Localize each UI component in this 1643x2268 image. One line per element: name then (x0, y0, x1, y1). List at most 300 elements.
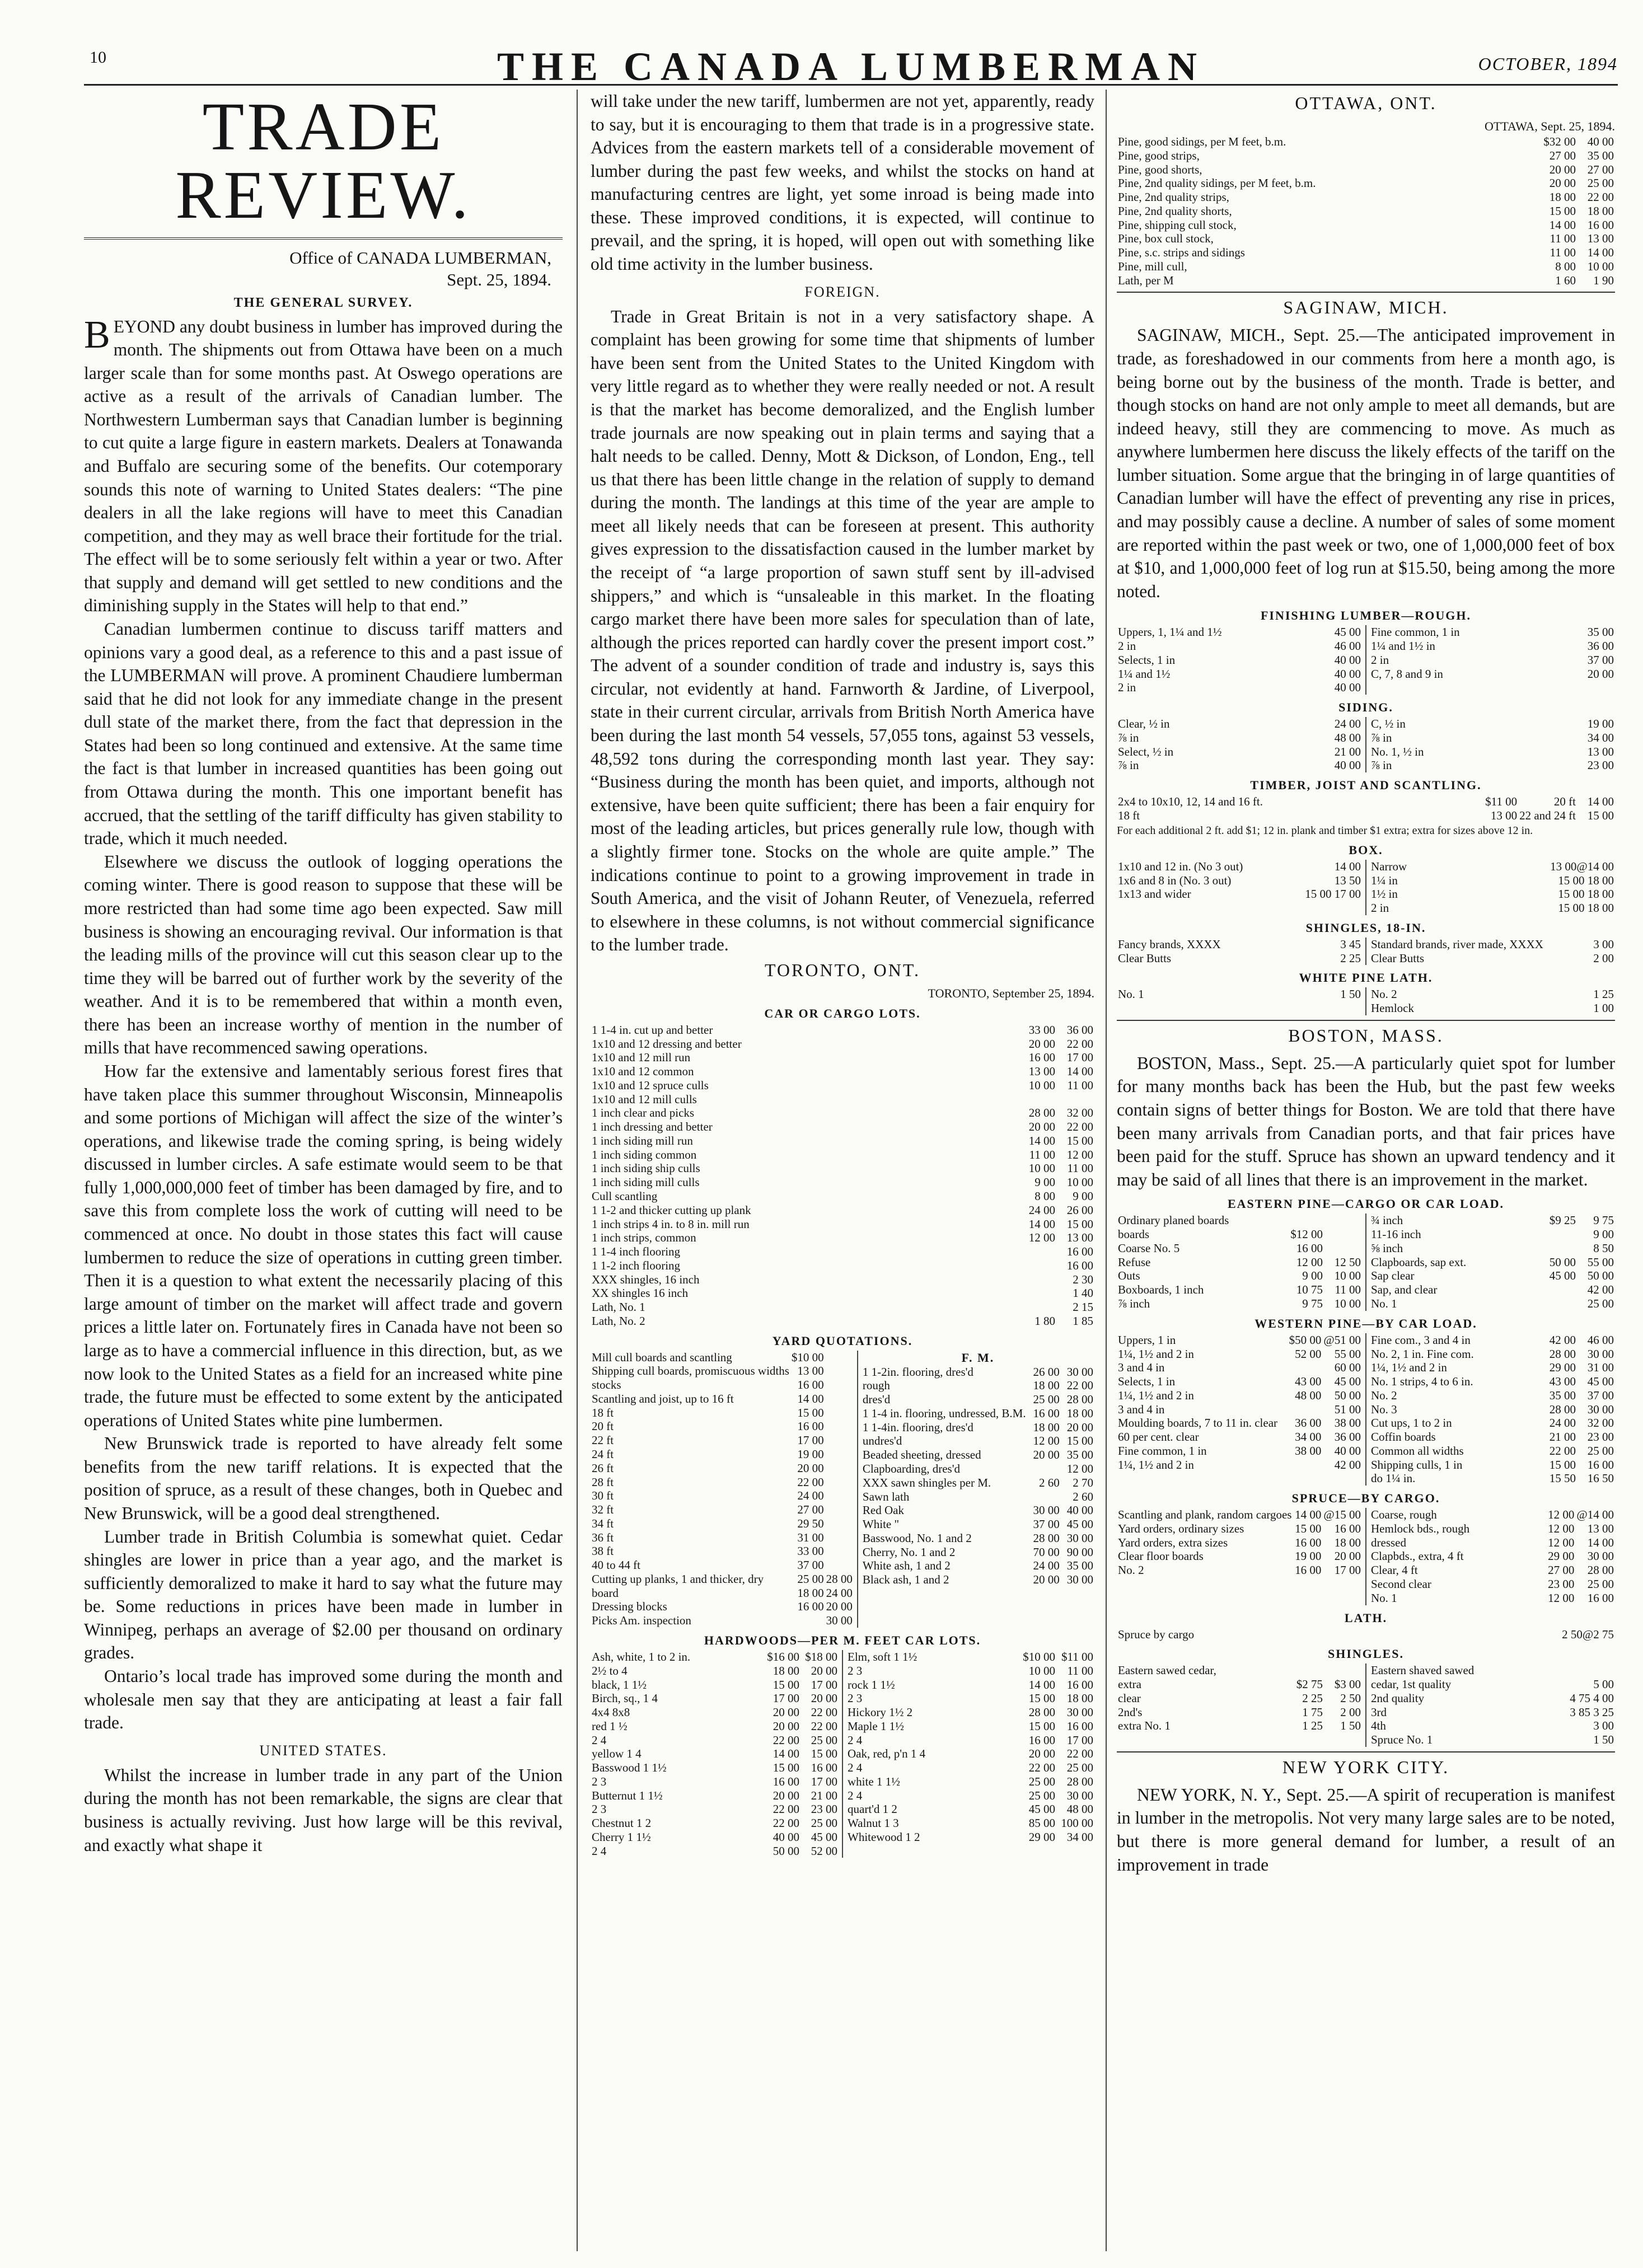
item-label: Clear Butts (1118, 951, 1172, 965)
price-cell: 15 00 17 00 (1305, 887, 1361, 901)
price-cell: 16 00 (1028, 1051, 1055, 1065)
saginaw-title: SAGINAW, MICH. (1283, 297, 1449, 318)
siding (1117, 717, 1615, 772)
price-cell (1539, 1283, 1577, 1297)
paragraph: Lumber trade in British Columbia is somewhat quiet. Cedar shingles are lower in price than a year ago, and the market is sufficiently demoralized to make it hard to say what the future may be. Some reductions in prices have been made in lumber in Winnipeg, perhaps an average of $2.00 per thousand on ordinary grades. (84, 1526, 563, 1663)
price-cell: 55 00 (1587, 1255, 1614, 1269)
item-label: Scantling and joist, up to 16 ft (592, 1391, 734, 1405)
item-label: C, 7, 8 and 9 in (1371, 667, 1443, 681)
price-cell: 13 00 (1490, 809, 1518, 823)
price-cell: 14 00 (1549, 218, 1576, 232)
price-cell: $12 00 (1290, 1227, 1323, 1241)
price-cell: 24 00 (1028, 1203, 1055, 1217)
table-row (1117, 625, 1362, 639)
item-label: dressed (1371, 1535, 1406, 1549)
table-row (591, 1106, 1094, 1120)
price-cell: 20 00 (826, 1600, 853, 1614)
table-row (846, 1747, 1094, 1761)
price-cell: 15 00 (1295, 1521, 1322, 1535)
item-label: Beaded sheeting, dressed (862, 1448, 981, 1462)
price-cell: 36 00 (1066, 1023, 1093, 1037)
lath-left-table (1117, 987, 1362, 1001)
item-label: Eastern shaved sawed (1371, 1663, 1475, 1677)
table-row (1370, 1403, 1615, 1417)
price-cell: 50 00 (773, 1844, 799, 1858)
item-label: Shipping cull boards, promiscuous widths (592, 1364, 789, 1378)
price-cell: 30 00 (1066, 1705, 1093, 1719)
item-label: XXX sawn shingles per M. (862, 1475, 991, 1489)
table-row (591, 1189, 1094, 1203)
item-label: Fine common, 1 in (1118, 1444, 1207, 1458)
item-label: 1x10 and 12 dressing and better (592, 1037, 742, 1051)
item-label: 1 1-4 inch flooring (592, 1245, 681, 1259)
table-row (591, 1844, 839, 1858)
item-label: 2x4 to 10x10, 12, 14 and 16 ft. (1118, 795, 1263, 809)
price-cell (825, 1489, 854, 1503)
item-label: Pine, mill cull, (1118, 259, 1187, 273)
price-cell (825, 1461, 854, 1475)
item-label: 18 ft (1118, 809, 1140, 823)
price-cell: 25 00 (811, 1816, 837, 1830)
price-cell: 2 25 (1340, 951, 1361, 965)
price-cell: 27 00 (1587, 162, 1614, 176)
price-cell (825, 1517, 854, 1531)
table-row (1117, 246, 1615, 260)
price-cell: 45 00 (1334, 625, 1361, 639)
table-row (591, 1273, 1094, 1287)
table-row (1370, 1549, 1615, 1563)
price-cell: 48 00 (1295, 1388, 1322, 1402)
item-label: 2½ to 4 (592, 1663, 628, 1677)
price-cell: 20 00 (1028, 1037, 1055, 1051)
table-row (862, 1545, 1094, 1559)
item-label: Clear Butts (1371, 951, 1425, 965)
item-label: 34 ft (592, 1516, 614, 1530)
item-label: ⅞ in (1371, 730, 1392, 744)
price-cell: 11 00 (1029, 1147, 1055, 1161)
price-cell: 11 00 (1067, 1663, 1093, 1677)
table-row (591, 1733, 839, 1747)
paragraph: Ontario’s local trade has improved some during the month and wholesale men say that they are anticipating at least a fair fall trade. (84, 1666, 563, 1733)
item-label: yellow 1 4 (592, 1747, 642, 1761)
item-label: 11-16 inch (1371, 1227, 1421, 1241)
box-heading: BOX. (1349, 842, 1383, 857)
price-cell: 30 00 (1066, 1788, 1093, 1802)
price-cell: 30 00 (1587, 1549, 1614, 1563)
price-cell: 9 00 (1035, 1175, 1055, 1189)
price-cell: 14 00 (1587, 246, 1614, 260)
item-label: Pine, 2nd quality strips, (1118, 190, 1229, 204)
table-row (591, 1093, 1094, 1107)
eastern-right-table (1370, 1213, 1615, 1310)
item-label: 1x10 and 12 mill culls (592, 1092, 697, 1106)
price-cell: 43 00 (1549, 1375, 1576, 1389)
general-survey-heading: THE GENERAL SURVEY. (233, 295, 413, 310)
table-row (591, 1433, 854, 1447)
price-cell: 51 00 (1334, 1402, 1361, 1416)
table-row (1117, 795, 1615, 809)
price-cell: 16 00 (1295, 1535, 1322, 1549)
shingles2-right-table (1370, 1663, 1615, 1747)
price-cell: 13 00 (1587, 1521, 1614, 1535)
price-cell: 8 50 (1593, 1241, 1614, 1255)
price-cell (825, 1475, 854, 1489)
item-label: Pine, shipping cull stock, (1118, 218, 1237, 232)
price-cell: $3 00 (1334, 1677, 1361, 1691)
table-row (591, 1461, 854, 1475)
price-cell (825, 1351, 854, 1365)
price-cell: 2 70 (1073, 1475, 1093, 1489)
price-cell (825, 1447, 854, 1461)
price-cell: @14 00 (1576, 1508, 1614, 1522)
price-cell: 50 00 (1587, 1269, 1614, 1283)
item-label: 24 ft (592, 1447, 614, 1461)
price-cell: 20 00 (1028, 1120, 1055, 1134)
price-cell: 14 00 (1295, 1508, 1322, 1522)
table-row (1117, 681, 1362, 695)
box (1117, 860, 1615, 915)
item-label: Clapbds., extra, 4 ft (1371, 1549, 1464, 1563)
price-cell: 28 00 (1033, 1531, 1060, 1545)
table-row (1370, 1677, 1615, 1691)
table-row (1370, 667, 1615, 681)
item-label: black, 1 1½ (592, 1677, 647, 1691)
price-cell (1027, 1462, 1061, 1476)
table-row (1117, 874, 1362, 888)
table-row (1117, 176, 1615, 190)
paragraph: BEYOND any doubt business in lumber has improved during the month. The shipments out from Ottawa have been on a much larger scale than for some months past. At Oswego operations are active as a result of the arrivals of Canadian lumber. The Northwestern Lumberman says that Canadian lumber is beginning to cut quite a large figure in eastern markets. Dealers at Tonawanda and Buffalo are securing some of the benefits. Our cotemporary sounds this note of warning to United States dealers: “The pine dealers in all the lake regions will have to meet this Canadian competition, and they may as well brace their fortitude for the trial. The effect will be to some seriously felt within a year or two. After that supply and demand will get settled to new conditions and the diminishing supply in the States will help to that end.” (84, 313, 563, 616)
table-row (1117, 1719, 1362, 1733)
price-cell: 28 00 (1066, 1774, 1093, 1788)
table-row (591, 1558, 854, 1572)
price-cell: 17 00 (811, 1774, 837, 1788)
price-cell: 24 00 (1549, 1416, 1576, 1430)
item-label: 1¼, 1½ and 2 in (1118, 1388, 1194, 1402)
price-cell (1018, 1093, 1056, 1107)
item-label: Clear, 4 ft (1371, 1563, 1418, 1577)
price-cell: 24 00 (1033, 1559, 1060, 1573)
table-row (1117, 1283, 1362, 1297)
item-label: Coarse No. 5 (1118, 1241, 1180, 1255)
price-cell: 14 00 (1587, 1535, 1614, 1549)
price-cell (825, 1503, 854, 1517)
item-label: Fancy brands, XXXX (1118, 937, 1221, 951)
white-pine-lath-heading: WHITE PINE LATH. (1299, 971, 1433, 985)
table-row (846, 1761, 1094, 1775)
yard-quotations (591, 1351, 1094, 1628)
price-cell: 3 00 (1593, 1719, 1614, 1733)
item-label: board (592, 1586, 619, 1600)
price-cell: 17 00 (1334, 1563, 1361, 1577)
price-cell: 15 00 (773, 1677, 799, 1691)
table-row (1370, 1255, 1615, 1269)
table-row (1117, 1255, 1362, 1269)
item-label: 4th (1371, 1719, 1386, 1733)
item-label: 1 1-2 and thicker cutting up plank (592, 1203, 751, 1217)
price-cell: 18 00 (1066, 1406, 1093, 1420)
table-row (846, 1705, 1094, 1719)
table-row (862, 1531, 1094, 1545)
price-cell: 14 00 (1587, 795, 1614, 809)
table-row (591, 1203, 1094, 1217)
price-cell: 40 00 (1334, 667, 1361, 681)
item-label: 2 4 (848, 1761, 863, 1775)
table-row (862, 1490, 1094, 1504)
price-cell: 100 00 (1061, 1816, 1093, 1830)
item-label: Shipping culls, 1 in (1371, 1458, 1463, 1472)
table-row (591, 1705, 839, 1719)
table-row (591, 1314, 1094, 1328)
price-cell: 22 00 (1066, 1379, 1093, 1393)
price-cell: 9 00 (1073, 1189, 1093, 1203)
price-cell: 2 30 (1073, 1272, 1093, 1286)
table-row (591, 1489, 854, 1503)
ottawa-date: OTTAWA, Sept. 25, 1894. (1485, 119, 1615, 133)
price-cell: 16 00 (773, 1774, 799, 1788)
finishing-right-table (1370, 625, 1615, 681)
price-cell: 18 00 (1334, 1535, 1361, 1549)
price-cell: 32 00 (1066, 1106, 1093, 1120)
item-label: Pine, 2nd quality shorts, (1118, 204, 1232, 218)
hardwoods-left-table (591, 1650, 839, 1858)
item-label: Clapboarding, dres'd (862, 1462, 961, 1476)
yard-left-table (591, 1351, 854, 1628)
table-row (1370, 717, 1615, 731)
item-label: No. 2 (1118, 1563, 1144, 1577)
price-cell: 36 00 (1295, 1416, 1322, 1430)
price-cell: $10 00 (791, 1350, 824, 1364)
price-cell: 14 00 (1028, 1217, 1055, 1231)
price-cell: 30 00 (1587, 1347, 1614, 1361)
item-label: Black ash, 1 and 2 (862, 1573, 949, 1587)
table-row (846, 1789, 1094, 1803)
table-row (1117, 1213, 1362, 1227)
car-lots-table (591, 1023, 1094, 1328)
price-cell: 52 00 (811, 1844, 837, 1858)
car-lots-heading: CAR OR CARGO LOTS. (764, 1006, 921, 1020)
table-row (862, 1503, 1094, 1517)
price-cell: 25 00 (1033, 1393, 1060, 1407)
price-cell: 12 00 (1548, 1535, 1575, 1549)
price-cell: 1 85 (1073, 1314, 1093, 1328)
price-cell: 50 00 (1334, 1388, 1361, 1402)
price-cell: 10 00 (1028, 1078, 1055, 1092)
table-row (591, 1037, 1094, 1051)
office-line-2: Sept. 25, 1894. (447, 269, 551, 289)
price-cell: 25 00 (797, 1572, 824, 1586)
item-label: Sap, and clear (1371, 1283, 1438, 1297)
item-label: 22 ft (592, 1433, 614, 1447)
table-row (1370, 745, 1615, 759)
price-cell: 30 00 (1066, 1365, 1093, 1379)
table-row (591, 1572, 854, 1586)
price-cell: $11 00 (1061, 1650, 1093, 1663)
shingles-2-heading: SHINGLES. (1328, 1647, 1404, 1661)
price-cell: 27 00 (1548, 1563, 1575, 1577)
eastern-pine-heading: EASTERN PINE—CARGO OR CAR LOAD. (1227, 1197, 1505, 1211)
item-label: Select, ½ in (1118, 744, 1174, 758)
shingles-heading: SHINGLES, 18-IN. (1305, 920, 1426, 935)
table-row (591, 1351, 854, 1365)
price-cell: 3 85 3 25 (1570, 1705, 1614, 1719)
item-label: 1 1-4 in. cut up and better (592, 1023, 713, 1037)
item-label: undres'd (862, 1434, 902, 1448)
table-row (1117, 218, 1615, 232)
western-pine (1117, 1333, 1615, 1486)
table-row (846, 1664, 1094, 1678)
item-label: 2 in (1371, 901, 1389, 915)
item-label: 2 4 (592, 1844, 607, 1858)
table-row (862, 1448, 1094, 1462)
price-cell (1027, 1490, 1061, 1504)
price-cell: 3 45 (1340, 937, 1361, 951)
table-row (1117, 260, 1615, 274)
price-cell: 28 00 (826, 1572, 853, 1586)
table-row (591, 1447, 854, 1461)
item-label: Pine, good shorts, (1118, 162, 1202, 176)
table-row (591, 1719, 839, 1733)
table-row (1117, 1416, 1362, 1430)
price-cell: 10 00 (1334, 1269, 1361, 1283)
price-cell: 16 00 (1296, 1241, 1323, 1255)
item-label: Boxboards, 1 inch (1118, 1283, 1204, 1297)
item-label: 1 inch siding mill culls (592, 1175, 700, 1189)
table-row (1117, 1663, 1362, 1677)
item-label: No. 1 (1371, 1591, 1397, 1605)
price-cell: 20 00 (773, 1719, 799, 1733)
price-cell: 11 00 (1335, 1283, 1361, 1297)
price-cell: 18 00 (1033, 1379, 1060, 1393)
price-cell: 17 00 (797, 1433, 824, 1447)
item-label: Clear floor boards (1118, 1549, 1204, 1563)
price-cell: 1 90 (1593, 273, 1614, 287)
table-row (1370, 1508, 1615, 1522)
item-label: Pine, box cull stock, (1118, 232, 1214, 246)
item-label: 3 and 4 in (1118, 1402, 1165, 1416)
item-label: ⅞ in (1371, 758, 1392, 772)
price-cell: 15 00 18 00 (1558, 887, 1614, 901)
item-label: 1¼, 1½ and 2 in (1118, 1347, 1194, 1361)
price-cell: 9 75 (1302, 1296, 1323, 1310)
table-row (591, 1364, 854, 1378)
shingles-left-table (1117, 938, 1362, 966)
price-cell: 15 00 (1066, 1133, 1093, 1147)
item-label: 1¼ and 1½ (1118, 667, 1171, 681)
item-label: 3rd (1371, 1705, 1387, 1719)
price-cell: 14 00 (797, 1391, 824, 1405)
price-cell: 19 00 (797, 1447, 824, 1461)
paragraph: Elsewhere we discuss the outlook of logging operations the coming winter. There is good reason to suppose that these will be more restricted than had some time ago been expected. Saw mill business is showing an encouraging revival. Our information is that the leading mills of the province will cut this season clear up to the time they will be barred out of further work by the severity of the weather. And it is to be remembered that within a month even, there has been an increase worthy of mention in the number of mills that have recommenced sawing operations. (84, 851, 563, 1058)
item-label: 3 and 4 in (1118, 1361, 1165, 1375)
item-label: Scantling and plank, random cargoes (1118, 1508, 1292, 1522)
price-cell: 17 00 (1066, 1733, 1093, 1747)
table-row (591, 1789, 839, 1803)
price-cell: 13 00 (1066, 1231, 1093, 1245)
item-label: 1 inch siding mill run (592, 1133, 693, 1147)
yard-right-table (862, 1365, 1094, 1587)
table-row (1117, 1508, 1362, 1522)
price-cell: 18 00 (1033, 1420, 1060, 1434)
shingles-right-table (1370, 938, 1615, 966)
price-cell: 30 00 (1033, 1503, 1060, 1517)
table-row (591, 1051, 1094, 1065)
table-row (591, 1161, 1094, 1175)
table-row (1117, 1563, 1362, 1577)
table-row (591, 1120, 1094, 1134)
finishing-lumber (1117, 625, 1615, 695)
item-label: Chestnut 1 2 (592, 1816, 652, 1830)
table-row (862, 1393, 1094, 1407)
price-cell: 12 50 (1334, 1255, 1361, 1269)
item-label: 1 inch clear and picks (592, 1106, 695, 1120)
item-label: 1x10 and 12 mill run (592, 1051, 691, 1065)
price-cell: @15 00 (1323, 1508, 1361, 1522)
paragraph: SAGINAW, MICH., Sept. 25.—The anticipated improvement in trade, as foreshadowed in our comments from here a month ago, is being borne out by the business of the month. Trade is better, and though stocks on hand are not only ample to meet all demands, but are indeed heavy, still they are commencing to move. As much as anywhere lumbermen here discuss the likely effects of the tariff on the lumber situation. Some argue that the bringing in of large quantities of Canadian lumber will have the effect of preventing any rise in prices, and may possibly cause a decline. A number of sales of some moment are reported within the past week or two, one of 1,000,000 feet of box at $10, and 1,000,000 feet of log run at $15.50, being among the more noted. (1117, 325, 1615, 601)
item-label: 4x4 8x8 (592, 1705, 630, 1719)
price-cell: 28 00 (1549, 1402, 1576, 1416)
hardwoods (591, 1650, 1094, 1858)
price-cell: 45 00 (811, 1830, 837, 1844)
table-row (591, 1065, 1094, 1079)
table-row (1370, 1563, 1615, 1577)
paragraph: Whilst the increase in lumber trade in any part of the Union during the month has not been remarkable, the signs are clear that business is actually reviving. Just how large will be this revival, and exactly what shape it (84, 1765, 563, 1855)
price-cell: 16 00 (1066, 1719, 1093, 1733)
yard-quotations-heading: YARD QUOTATIONS. (772, 1333, 913, 1348)
table-row (591, 1392, 854, 1406)
item-label: Cherry 1 1½ (592, 1830, 651, 1844)
item-label: Common all widths (1371, 1444, 1464, 1458)
trade-review-title: TRADE REVIEW. (175, 89, 471, 233)
price-cell: 16 00 (797, 1600, 824, 1614)
section-rule (1117, 292, 1615, 293)
price-cell: 1 25 (1593, 987, 1614, 1001)
table-row (1370, 758, 1615, 772)
price-cell: 30 00 (1587, 1402, 1614, 1416)
masthead: THE CANADA LUMBERMAN (497, 44, 1205, 89)
price-cell: 12 00 (1028, 1231, 1055, 1245)
price-cell: 22 00 (811, 1719, 837, 1733)
item-label: ⅞ inch (1118, 1296, 1150, 1310)
table-row (1117, 1677, 1362, 1691)
item-label: Selects, 1 in (1118, 653, 1176, 667)
item-label: 1¼ in (1371, 873, 1398, 887)
finishing-left-table (1117, 625, 1362, 695)
item-label: 1 1-2in. flooring, dres'd (862, 1365, 973, 1379)
price-cell: 13 00 (797, 1364, 824, 1378)
price-cell: 10 00 (1587, 259, 1614, 273)
item-label: 2 in (1371, 653, 1389, 667)
table-row (591, 1664, 839, 1678)
price-cell: 14 00 (773, 1747, 799, 1761)
price-cell: 22 00 (1066, 1747, 1093, 1761)
table-row (862, 1559, 1094, 1573)
price-cell: 20 00 (773, 1788, 799, 1802)
item-label: 30 ft (592, 1489, 614, 1503)
price-cell: $2 75 (1296, 1677, 1323, 1691)
price-cell (1539, 1241, 1577, 1255)
item-label: Yard orders, ordinary sizes (1118, 1521, 1244, 1535)
item-label: 38 ft (592, 1544, 614, 1558)
price-cell: 11 00 (1550, 232, 1576, 246)
price-cell: 2 50 (1340, 1691, 1361, 1705)
foreign-heading: FOREIGN. (804, 283, 881, 300)
item-label: No. 2 (1371, 1388, 1397, 1402)
item-label: 2 4 (848, 1788, 863, 1802)
price-cell: 9 75 (1593, 1213, 1614, 1227)
price-cell: 1 00 (1593, 1001, 1614, 1015)
item-label: Pine, s.c. strips and sidings (1118, 246, 1245, 260)
price-cell: 12 00 (1548, 1508, 1575, 1522)
